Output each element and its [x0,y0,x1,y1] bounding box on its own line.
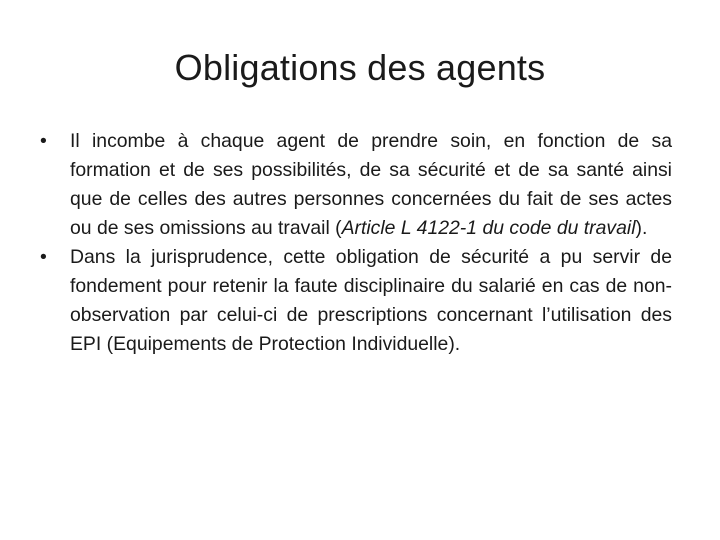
bullet-1-text-end: ). [635,217,648,239]
bullet-1-citation: Article L 4122-1 du code du travail [341,217,636,239]
bullet-marker: • [40,130,47,152]
bullet-item-2 [40,243,672,359]
bullet-2-text: Dans la jurisprudence, cette obligation de sécurité a pu servir de fondement pour retenir la faute disciplinaire du salarié en cas de non-observation par celui-ci de prescriptions concernant l’utilisation des EPI (Equipements de Protection Individuelle). [70,246,672,355]
bullet-item-1 [40,127,672,243]
bullet-marker: • [40,246,47,268]
slide-title: Obligations des agents [174,47,546,88]
bullet-1-text: Il incombe à chaque agent de prendre soin, en fonction de sa formation et de ses possibilités, de sa sécurité et de sa santé ainsi que de celles des autres personnes concernées du fait de ses actes ou de ses omissions au travail ( [70,130,672,239]
bullet-list [40,127,672,359]
